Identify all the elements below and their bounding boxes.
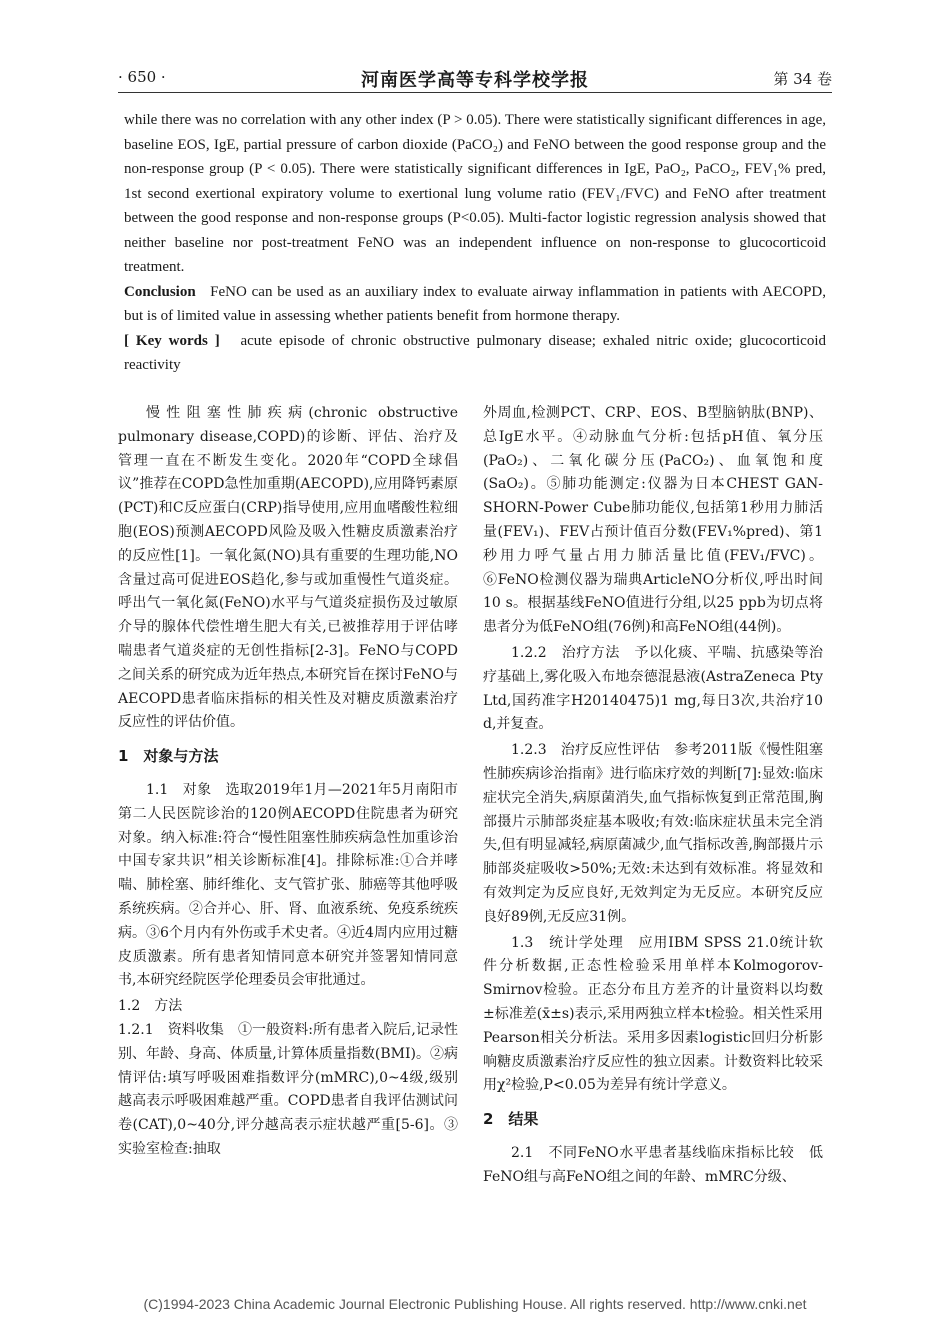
- section-1-2-methods-heading: 1.2 方法: [118, 998, 183, 1015]
- section-1-3-statistics: 1.3 统计学处理 应用IBM SPSS 21.0统计软件分析数据,正态性检验采用单样本Kolmogorov-Smirnov检验。正态分布且方差齐的计量资料以均数±标准差(x̄±s)表示,采用两独立样本t检验。相关性采用Pearson相关分析法。采用多因素logistic回归分析影响糖皮质激素治疗反应性的独立因素。计数资料比较采用χ²检验,P<0.05为差异有统计学意义。: [483, 934, 823, 1094]
- abstract-results-continued: while there was no correlation with any other index (P > 0.05). There were statistically significant differences in age, baseline EOS, IgE, partial pressure of carbon dioxide (PaCO₂) and FeNO between the good response group and the non-response group (P < 0.05). There were statistically significant differences in IgE, PaO₂, PaCO₂, FEV₁% pred, 1st second exertional expiratory volume to exertional lung volume ratio (FEV₁/FVC) and FeNO after treatment between the good response and non-response groups (P<0.05). Multi-factor logistic regression analysis showed that neither baseline nor post-treatment FeNO was an independent influence on non-response to glucocorticoid treatment.: [124, 112, 826, 275]
- abstract-keywords: [124, 329, 826, 378]
- volume-label: 第 34 卷: [773, 70, 832, 88]
- section-2-heading: 2 结果: [483, 1110, 539, 1129]
- english-abstract: [124, 108, 826, 378]
- introduction-paragraph: 慢性阻塞性肺疾病(chronic obstructive pulmonary disease,COPD)的诊断、评估、治疗及管理一直在不断发生变化。2020年“COPD全球倡议”推荐在COPD急性加重期(AECOPD),应用降钙素原(PCT)和C反应蛋白(CRP)指导使用,应用血嗜酸性粒细胞(EOS)预测AECOPD风险及吸入性糖皮质激素治疗的反应性[1]。一氧化氮(NO)具有重要的生理功能,NO含量过高可促进EOS趋化,参与或加重慢性气道炎症。呼出气一氧化氮(FeNO)水平与气道炎症损伤及过敏原介导的腺体代偿性增生肥大有关,已被推荐用于评估哮喘患者气道炎症的无创性指标[2-3]。FeNO与COPD之间关系的研究成为近年热点,本研究旨在探讨FeNO与AECOPD患者临床指标的相关性及对糖皮质激素治疗反应性的评估价值。: [118, 405, 458, 731]
- keywords-label: [ Key words ]: [124, 332, 220, 349]
- section-1-2-3-response-evaluation: 1.2.3 治疗反应性评估 参考2011版《慢性阻塞性肺疾病诊治指南》进行临床疗效的判断[7]:显效:临床症状完全消失,病原菌消失,血气指标恢复到正常范围,胸部摄片示肺部炎症基本吸收;有效:临床症状虽未完全消失,但有明显减轻,病原菌减少,血气指标改善,胸部摄片示肺部炎症吸收>50%;无效:未达到有效标准。将显效和有效判定为反应良好,无效判定为无反应。本研究反应良好89例,无反应31例。: [483, 742, 823, 925]
- conclusion-text: FeNO can be used as an auxiliary index to evaluate airway inflammation in patients with AECOPD, but is of limited value in assessing whether patients benefit from hormone therapy.: [124, 283, 826, 324]
- journal-title: 河南医学高等专科学校学报: [361, 70, 589, 91]
- section-1-2-2-treatment: 1.2.2 治疗方法 予以化痰、平喘、抗感染等治疗基础上,雾化吸入布地奈德混悬液(AstraZeneca Pty Ltd,国药准字H20140475)1 mg,每日3次,共治疗10 d,并复查。: [483, 644, 823, 733]
- section-2-1-comparison: 2.1 不同FeNO水平患者基线临床指标比较 低FeNO组与高FeNO组之间的年龄、mMRC分级、: [483, 1144, 823, 1185]
- running-header: [118, 62, 832, 93]
- section-1-heading: 1 对象与方法: [118, 747, 219, 766]
- section-1-2-1-continued: 外周血,检测PCT、CRP、EOS、B型脑钠肽(BNP)、总IgE水平。④动脉血气分析:包括pH值、氧分压(PaO₂)、二氧化碳分压(PaCO₂)、血氧饱和度(SaO₂)。⑤肺功能测定:仪器为日本CHEST GAN-SHORN-Power Cube肺功能仪,包括第1秒用力肺活量(FEV₁)、FEV占预计值百分数(FEV₁%pred)、第1秒用力呼气量占用力肺活量比值(FEV₁/FVC)。⑥FeNO检测仪器为瑞典ArticleNO分析仪,呼出时间10 s。根据基线FeNO值进行分组,以25 ppb为切点将患者分为低FeNO组(76例)和高FeNO组(44例)。: [483, 405, 823, 636]
- copyright-footer: (C)1994-2023 China Academic Journal Electronic Publishing House. All rights reserved. http://www.cnki.net: [143, 1296, 807, 1312]
- left-column: [118, 402, 458, 1162]
- abstract-conclusion: [124, 280, 826, 329]
- section-1-2-1-data-collection: 1.2.1 资料收集 ①一般资料:所有患者入院后,记录性别、年龄、身高、体质量,计算体质量指数(BMI)。②病情评估:填写呼吸困难指数评分(mMRC),0~4级,级别越高表示呼吸困难越严重。COPD患者自我评估测试问卷(CAT),0~40分,评分越高表示症状越严重[5-6]。③实验室检查:抽取: [118, 1021, 458, 1157]
- keywords-text: acute episode of chronic obstructive pulmonary disease; exhaled nitric oxide; glucocorticoid reactivity: [124, 332, 827, 373]
- section-1-1-subjects: 1.1 对象 选取2019年1月—2021年5月南阳市第二人民医院诊治的120例AECOPD住院患者为研究对象。纳入标准:符合“慢性阻塞性肺疾病急性加重诊治中国专家共识”相关诊断标准[4]。排除标准:①合并哮喘、肺栓塞、肺纤维化、支气管扩张、肺癌等其他呼吸系统疾病。②合并心、肝、肾、血液系统、免疫系统疾病。③6个月内有外伤或手术史者。④近4周内应用过糖皮质激素。所有患者知情同意本研究并签署知情同意书,本研究经院医学伦理委员会审批通过。: [118, 781, 458, 989]
- right-column: [483, 402, 823, 1190]
- conclusion-label: Conclusion: [124, 283, 196, 300]
- page-number: · 650 ·: [118, 68, 166, 86]
